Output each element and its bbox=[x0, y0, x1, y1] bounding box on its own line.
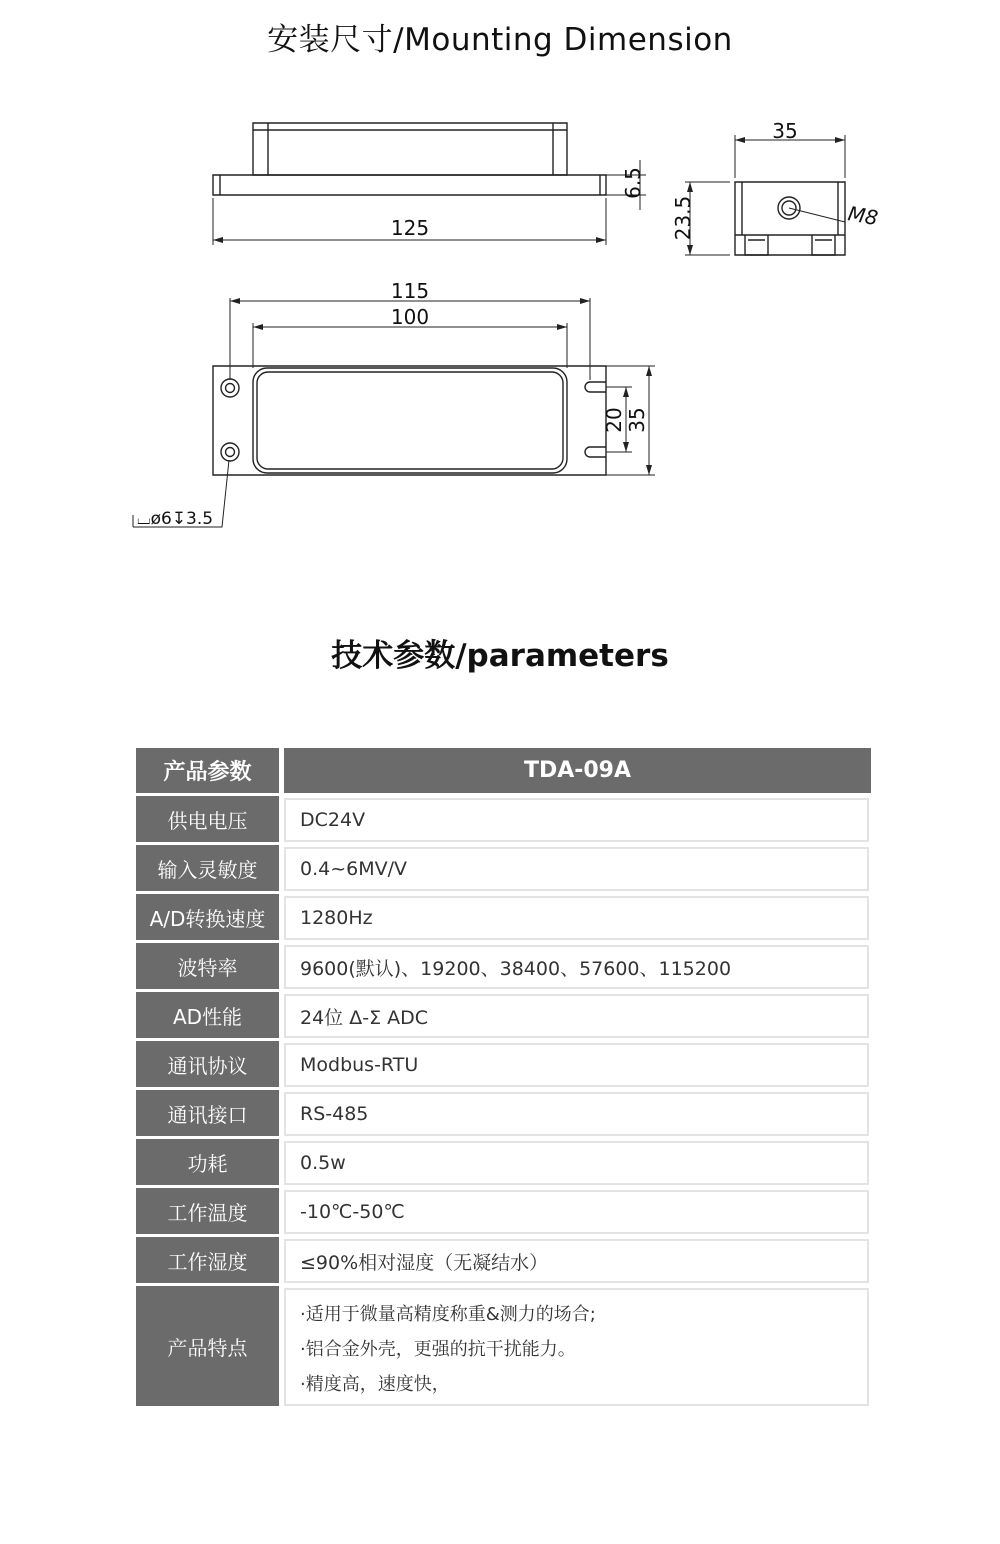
row-value: Modbus-RTU bbox=[284, 1043, 869, 1087]
feature-item: ·精度高，速度快， bbox=[300, 1374, 450, 1395]
features-row bbox=[136, 1283, 871, 1406]
mounting-drawing bbox=[0, 0, 1000, 600]
table-row bbox=[136, 1234, 871, 1283]
dim-115: 115 bbox=[390, 279, 430, 303]
mounting-title: 安装尺寸/Mounting Dimension bbox=[267, 22, 733, 58]
dim-35-top: 35 bbox=[772, 119, 798, 143]
header-label: 产品参数 bbox=[136, 748, 284, 793]
parameters-title: 技术参数/parameters bbox=[331, 638, 669, 674]
row-label: 波特率 bbox=[136, 940, 284, 989]
row-value: 9600(默认)、19200、38400、57600、115200 bbox=[284, 945, 869, 989]
table-row bbox=[136, 940, 871, 989]
row-label: 工作温度 bbox=[136, 1185, 284, 1234]
row-value: 1280Hz bbox=[284, 896, 869, 940]
thread-m8: M8 bbox=[846, 201, 880, 231]
row-value: -10℃-50℃ bbox=[284, 1190, 869, 1234]
table-row bbox=[136, 1038, 871, 1087]
row-label: 通讯接口 bbox=[136, 1087, 284, 1136]
row-value: RS-485 bbox=[284, 1092, 869, 1136]
dim-23-5: 23.5 bbox=[671, 195, 695, 241]
features-label: 产品特点 bbox=[136, 1283, 284, 1406]
dim-100: 100 bbox=[390, 305, 430, 329]
row-label: 输入灵敏度 bbox=[136, 842, 284, 891]
table-row bbox=[136, 989, 871, 1038]
table-row bbox=[136, 1087, 871, 1136]
dim-35-side: 35 bbox=[625, 407, 649, 433]
row-value: DC24V bbox=[284, 798, 869, 842]
dim-125: 125 bbox=[390, 216, 430, 240]
row-label: A/D转换速度 bbox=[136, 891, 284, 940]
counterbore-note: ⌴ø6↧3.5 bbox=[137, 509, 214, 529]
row-value: 0.5w bbox=[284, 1141, 869, 1185]
features-list bbox=[284, 1288, 869, 1406]
table-header-row bbox=[136, 748, 871, 793]
dim-6-5: 6.5 bbox=[621, 167, 645, 199]
row-value: ≤90%相对湿度（无凝结水） bbox=[284, 1239, 869, 1283]
top-view bbox=[133, 298, 655, 527]
row-label: 供电电压 bbox=[136, 793, 284, 842]
table-row bbox=[136, 1136, 871, 1185]
dim-20: 20 bbox=[602, 407, 626, 433]
table-row bbox=[136, 793, 871, 842]
row-label: AD性能 bbox=[136, 989, 284, 1038]
row-value: 24位 Δ-Σ ADC bbox=[284, 994, 869, 1038]
table-row bbox=[136, 891, 871, 940]
header-model: TDA-09A bbox=[284, 748, 871, 793]
row-label: 工作湿度 bbox=[136, 1234, 284, 1283]
table-row bbox=[136, 842, 871, 891]
row-value: 0.4~6MV/V bbox=[284, 847, 869, 891]
row-label: 功耗 bbox=[136, 1136, 284, 1185]
front-view bbox=[213, 123, 646, 245]
table-row bbox=[136, 1185, 871, 1234]
feature-item: ·铝合金外壳，更强的抗干扰能力。 bbox=[300, 1339, 576, 1360]
parameters-table bbox=[136, 748, 871, 1406]
feature-item: ·适用于微量高精度称重&测力的场合; bbox=[300, 1304, 596, 1325]
side-view bbox=[685, 135, 845, 255]
row-label: 通讯协议 bbox=[136, 1038, 284, 1087]
